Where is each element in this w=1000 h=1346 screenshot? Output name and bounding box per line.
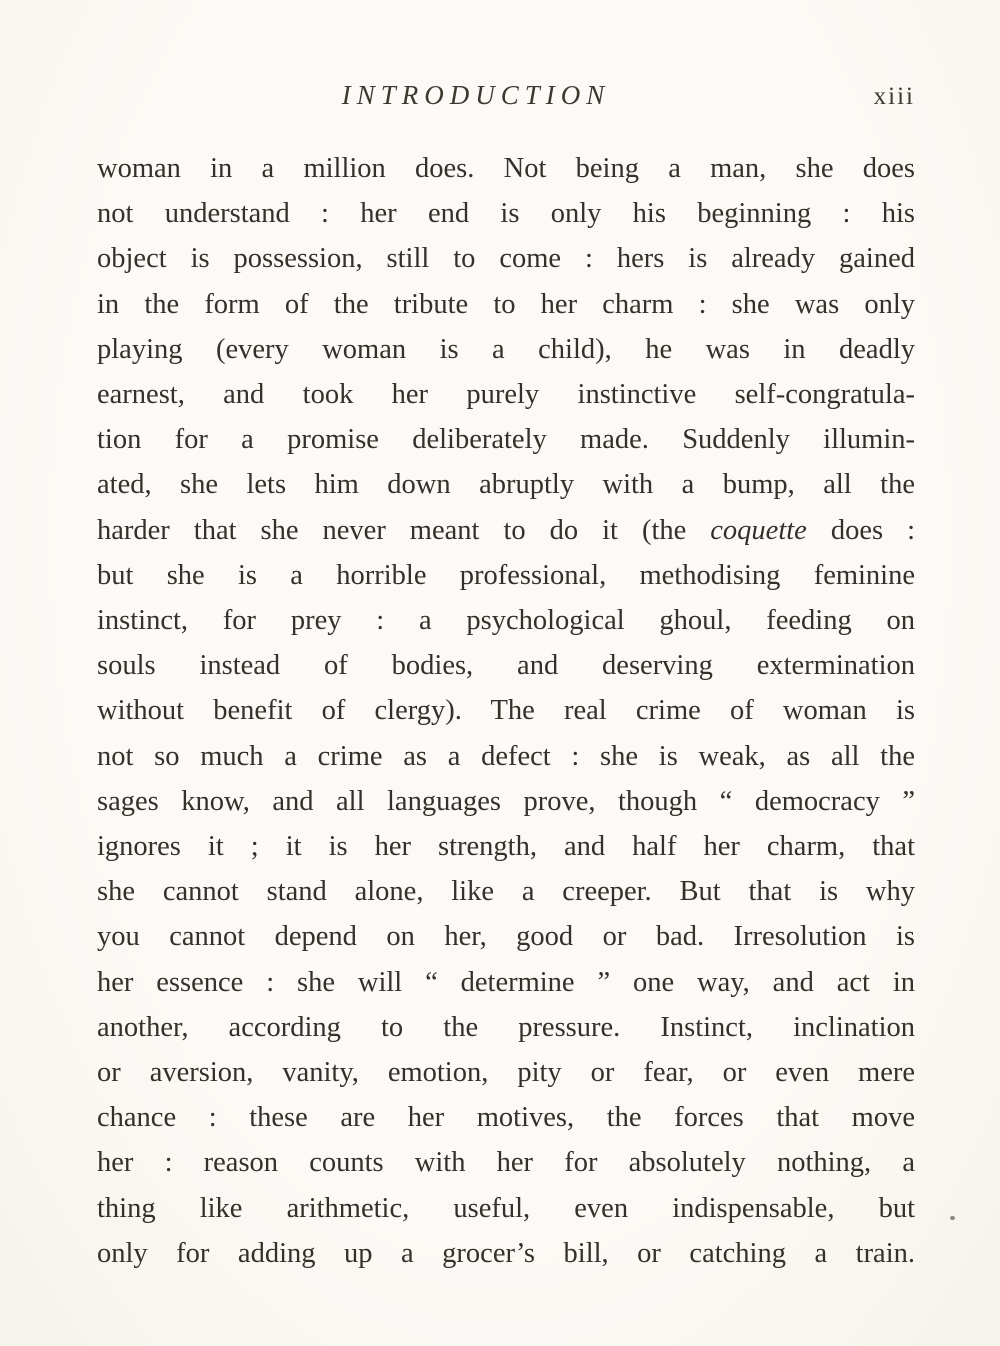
- text-line: instinct, for prey : a psychological ghoul, feeding on: [97, 605, 915, 637]
- text-line: harder that she never meant to do it (the coquette does :: [97, 514, 915, 546]
- text-line: earnest, and took her purely instinctive self-congratula-: [97, 379, 915, 411]
- running-title: INTRODUCTION: [341, 80, 611, 110]
- text-line: or aversion, vanity, emotion, pity or fear, or even mere: [97, 1057, 915, 1089]
- text-line: her essence : she will “ determine ” one way, and act in: [97, 966, 915, 998]
- page-number: xiii: [873, 83, 915, 110]
- text-line: woman in a million does. Not being a man, she does: [97, 153, 915, 184]
- text-line: object is possession, still to come : hers is already gained: [97, 243, 915, 275]
- text-line: her : reason counts with her for absolutely nothing, a: [97, 1147, 915, 1179]
- text-line: she cannot stand alone, like a creeper. But that is why: [97, 876, 915, 908]
- text-line: but she is a horrible professional, methodising feminine: [97, 559, 915, 591]
- text-line: another, according to the pressure. Instinct, inclination: [97, 1011, 915, 1043]
- body-text: [97, 146, 915, 1276]
- text-line: without benefit of clergy). The real crime of woman is: [97, 695, 915, 727]
- text-line: souls instead of bodies, and deserving extermination: [97, 650, 915, 682]
- page-header: [97, 80, 915, 116]
- text-line: tion for a promise deliberately made. Suddenly illumin-: [97, 424, 915, 456]
- text-line: only for adding up a grocer’s bill, or catching a train.: [97, 1237, 915, 1269]
- text-line: in the form of the tribute to her charm : she was only: [97, 288, 915, 320]
- text-line: ated, she lets him down abruptly with a bump, all the: [97, 469, 915, 501]
- text-line: not so much a crime as a defect : she is weak, as all the: [97, 740, 915, 772]
- text-line: sages know, and all languages prove, though “ democracy ”: [97, 785, 915, 817]
- text-line: chance : these are her motives, the forces that move: [97, 1102, 915, 1134]
- text-line: not understand : her end is only his beginning : his: [97, 198, 915, 230]
- text-line: playing (every woman is a child), he was in deadly: [97, 333, 915, 365]
- text-line: thing like arithmetic, useful, even indispensable, but: [97, 1192, 915, 1224]
- scan-speck-artifact: [950, 1216, 955, 1220]
- text-line: you cannot depend on her, good or bad. Irresolution is: [97, 921, 915, 953]
- italic-word: coquette: [710, 514, 807, 546]
- text-line: ignores it ; it is her strength, and half her charm, that: [97, 831, 915, 863]
